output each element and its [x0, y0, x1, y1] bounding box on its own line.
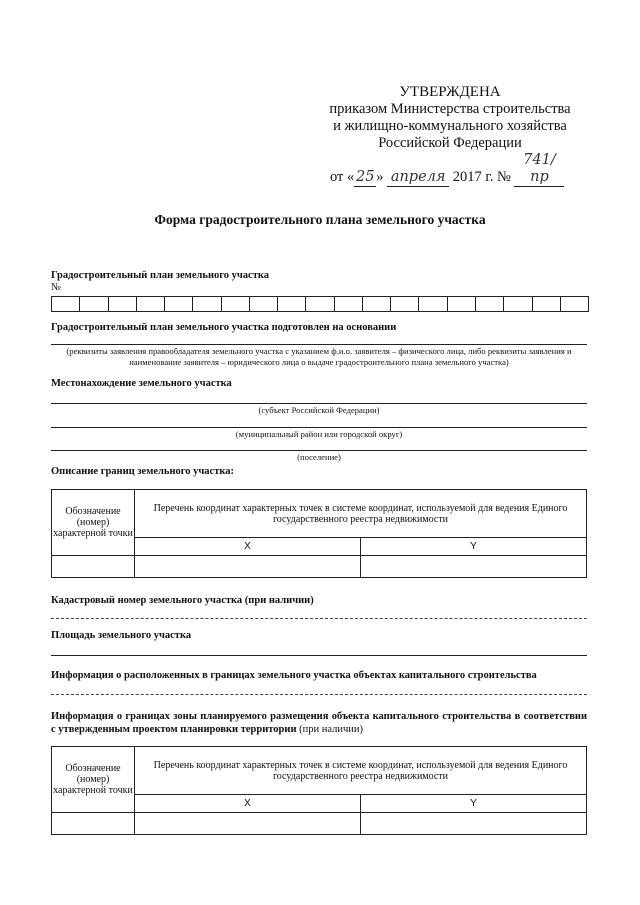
- col-point-header: Обозначение (номер) характерной точки: [52, 490, 135, 556]
- subject-note: (субъект Российской Федерации): [258, 405, 380, 415]
- col-x-header: X: [135, 538, 361, 556]
- col-x-header: X: [135, 795, 361, 813]
- col-coords-header: Перечень координат характерных точек в системе координат, используемой для ведения Единого государственного реестра недвижимости: [135, 747, 587, 795]
- date-month: апреля: [387, 169, 449, 187]
- approval-block: [300, 84, 600, 187]
- cadastral-field-line[interactable]: [51, 618, 587, 619]
- zone-label: [51, 710, 587, 736]
- basis-note: (реквизиты заявления правообладателя земельного участка с указанием ф.и.о. заявителя – физического лица, либо реквизиты заявления и наименование заявителя – юридического лица о выдаче градостроительного плана земельного участка): [66, 346, 572, 367]
- date-day: 25: [356, 169, 375, 185]
- boundaries-label: Описание границ земельного участка:: [51, 466, 235, 477]
- approval-line-4: Российской Федерации: [378, 135, 522, 151]
- cell-x[interactable]: [135, 813, 361, 835]
- plan-number-label: №: [51, 282, 62, 293]
- col-point-header: Обозначение (номер) характерной точки: [52, 747, 135, 813]
- district-field-line[interactable]: [51, 427, 587, 428]
- coordinates-table-1: [51, 489, 587, 578]
- col-y-header: Y: [360, 538, 586, 556]
- basis-field-line[interactable]: [51, 344, 587, 345]
- district-note: (муниципальный район или городской округ): [235, 429, 403, 439]
- cell-y[interactable]: [360, 813, 586, 835]
- approval-line-2: приказом Министерства строительства: [329, 101, 571, 117]
- area-label: Площадь земельного участка: [51, 630, 192, 641]
- area-field-line[interactable]: [51, 655, 587, 656]
- location-label: Местонахождение земельного участка: [51, 378, 232, 389]
- cell-y[interactable]: [360, 556, 586, 578]
- settlement-field-line[interactable]: [51, 450, 587, 451]
- subject-field-line[interactable]: [51, 403, 587, 404]
- approval-title: УТВЕРЖДЕНА: [399, 84, 501, 100]
- page-title: Форма градостроительного плана земельного участка: [154, 212, 486, 227]
- order-number: 741/пр: [514, 152, 564, 187]
- zone-label-bold: Информация о границах зоны планируемого размещения объекта капитального строительства в соответствии с утвержденным проектом планировки территории: [51, 711, 587, 735]
- cell-point[interactable]: [52, 556, 135, 578]
- capital-label: Информация о расположенных в границах земельного участка объектах капитального строительства: [51, 670, 537, 681]
- cell-point[interactable]: [52, 813, 135, 835]
- plan-header-label: Градостроительный план земельного участка: [51, 270, 270, 281]
- cadastral-label: Кадастровый номер земельного участка (при наличии): [51, 595, 314, 606]
- basis-label: Градостроительный план земельного участка подготовлен на основании: [51, 322, 397, 333]
- col-y-header: Y: [360, 795, 586, 813]
- date-year: 2017 г. №: [452, 169, 511, 185]
- date-prefix: от «: [330, 169, 355, 185]
- approval-line-3: и жилищно-коммунального хозяйства: [333, 118, 567, 134]
- coordinates-table-2: [51, 746, 587, 835]
- table-row: [52, 556, 587, 578]
- date-day-suffix: »: [376, 169, 384, 185]
- col-coords-header: Перечень координат характерных точек в системе координат, используемой для ведения Единого государственного реестра недвижимости: [135, 490, 587, 538]
- plan-number-cells[interactable]: [51, 296, 589, 312]
- cell-x[interactable]: [135, 556, 361, 578]
- settlement-note: (поселение): [297, 452, 341, 462]
- zone-label-normal: (при наличии): [299, 724, 363, 735]
- table-row: [52, 813, 587, 835]
- capital-field-line[interactable]: [51, 694, 587, 695]
- approval-date-row: [300, 152, 600, 187]
